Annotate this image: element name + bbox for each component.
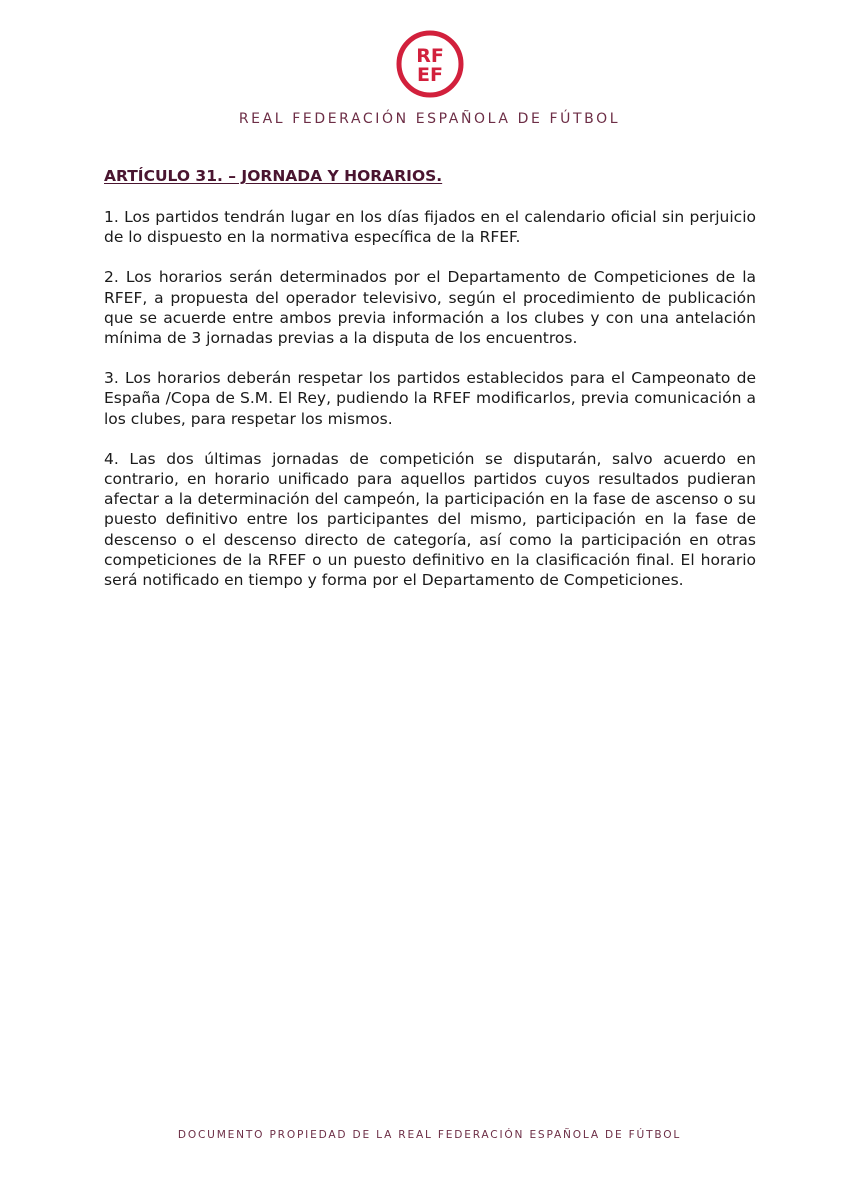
paragraph-1: 1. Los partidos tendrán lugar en los días fijados en el calendario oficial sin perjuicio de lo dispuesto en la normativa específica de la RFEF. bbox=[104, 208, 756, 247]
rfef-logo bbox=[396, 30, 464, 98]
logo-line2: EF bbox=[417, 64, 443, 86]
article-title: ARTÍCULO 31. – JORNADA Y HORARIOS. bbox=[104, 167, 443, 185]
paragraph-3: 3. Los horarios deberán respetar los partidos establecidos para el Campeonato de España /Copa de S.M. El Rey, pudiendo la RFEF modificarlos, previa comunicación a los clubes, para respetar los mismos. bbox=[104, 369, 756, 428]
paragraph-2: 2. Los horarios serán determinados por el Departamento de Competiciones de la RFEF, a propuesta del operador televisivo, según el procedimiento de publicación que se acuerde entre ambos previa información a los clubes y con una antelación mínima de 3 jornadas previas a la disputa de los encuentros. bbox=[104, 268, 756, 348]
rfef-logo-icon bbox=[396, 30, 464, 98]
page-footer: DOCUMENTO PROPIEDAD DE LA REAL FEDERACIÓN ESPAÑOLA DE FÚTBOL bbox=[177, 1129, 682, 1141]
logo-line1: RF bbox=[416, 45, 444, 67]
article-body bbox=[104, 167, 756, 610]
header-title: REAL FEDERACIÓN ESPAÑOLA DE FÚTBOL bbox=[238, 111, 621, 127]
paragraph-4: 4. Las dos últimas jornadas de competición se disputarán, salvo acuerdo en contrario, en horario unificado para aquellos partidos cuyos resultados pudieran afectar a la determinación del campeón, la participación en la fase de ascenso o su puesto definitivo entre los participantes del mismo, participación en la fase de descenso o el descenso directo de categoría, así como la participación en otras competiciones de la RFEF o un puesto definitivo en la clasificación final. El horario será notificado en tiempo y forma por el Departamento de Competiciones. bbox=[104, 449, 756, 590]
